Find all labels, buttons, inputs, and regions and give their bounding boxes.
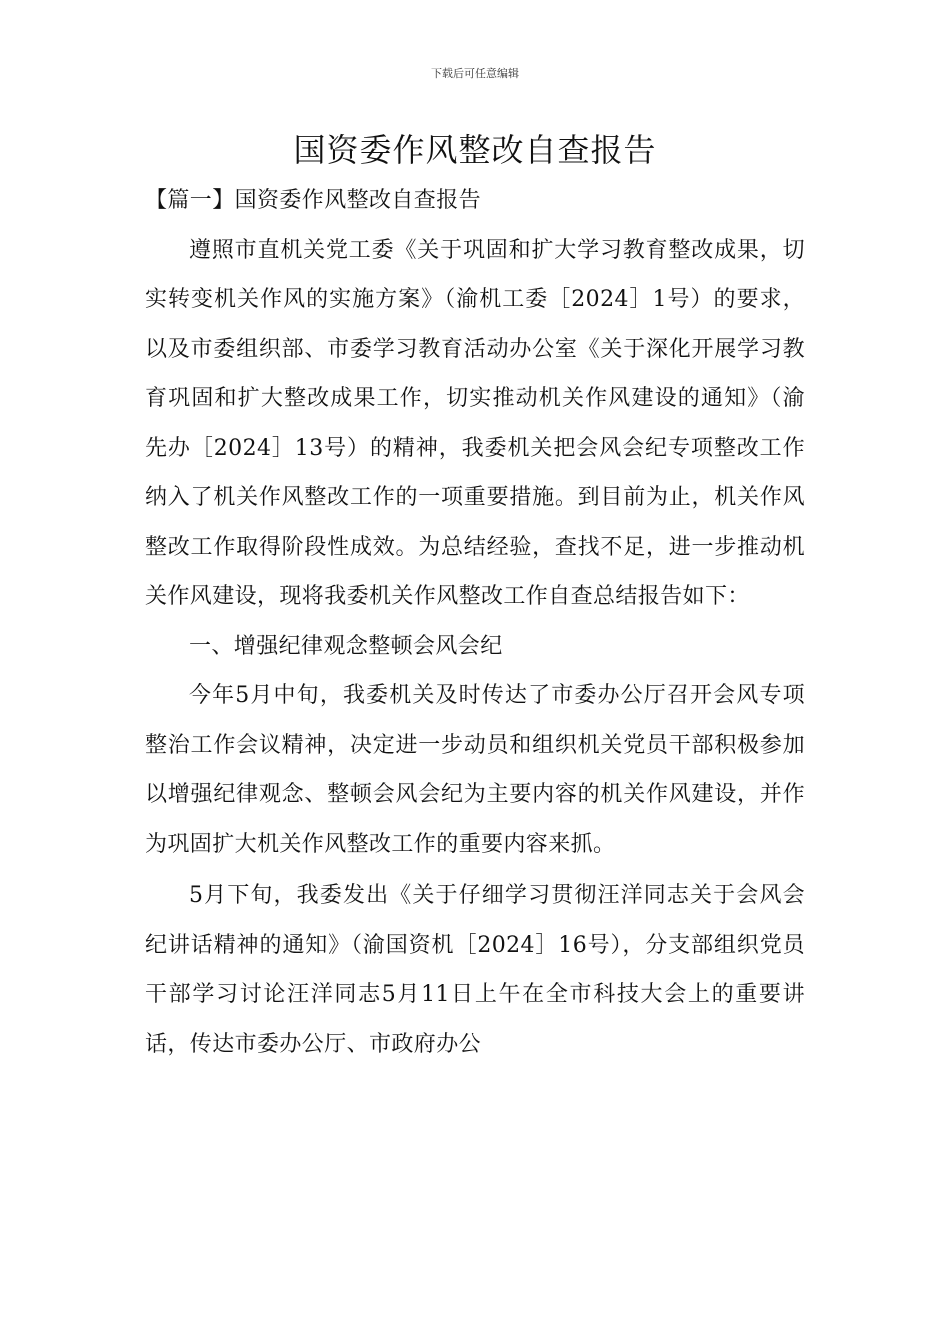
section-label: 【篇一】国资委作风整改自查报告 [145,188,482,213]
section-heading: 一、增强纪律观念整顿会风会纪 [189,633,503,659]
body-paragraph: 今年5月中旬，我委机关及时传达了市委办公厅召开会风专项整治工作会议精神，决定进一步动员和组织机关党员干部积极参加以增强纪律观念、整顿会风会纪为主要内容的机关作风建设，并作为巩固扩大机关作风整改工作的重要内容来抓。 [145,683,805,857]
body-paragraph: 5月下旬，我委发出《关于仔细学习贯彻汪洋同志关于会风会纪讲话精神的通知》（渝国资机［2024］16号），分支部组织党员干部学习讨论汪洋同志5月11日上午在全市科技大会上的重要讲话，传达市委办公厅、市政府办公 [145,883,805,1057]
document-body [145,176,805,1069]
body-paragraph: 遵照市直机关党工委《关于巩固和扩大学习教育整改成果，切实转变机关作风的实施方案》（渝机工委［2024］1号）的要求，以及市委组织部、市委学习教育活动办公室《关于深化开展学习教育巩固和扩大整改成果工作，切实推动机关作风建设的通知》（渝先办［2024］13号）的精神，我委机关把会风会纪专项整改工作纳入了机关作风整改工作的一项重要措施。到目前为止，机关作风整改工作取得阶段性成效。为总结经验，查找不足，进一步推动机关作风建设，现将我委机关作风整改工作自查总结报告如下： [145,237,805,609]
header-note: 下载后可任意编辑 [431,67,519,80]
document-title: 国资委作风整改自查报告 [293,131,657,169]
